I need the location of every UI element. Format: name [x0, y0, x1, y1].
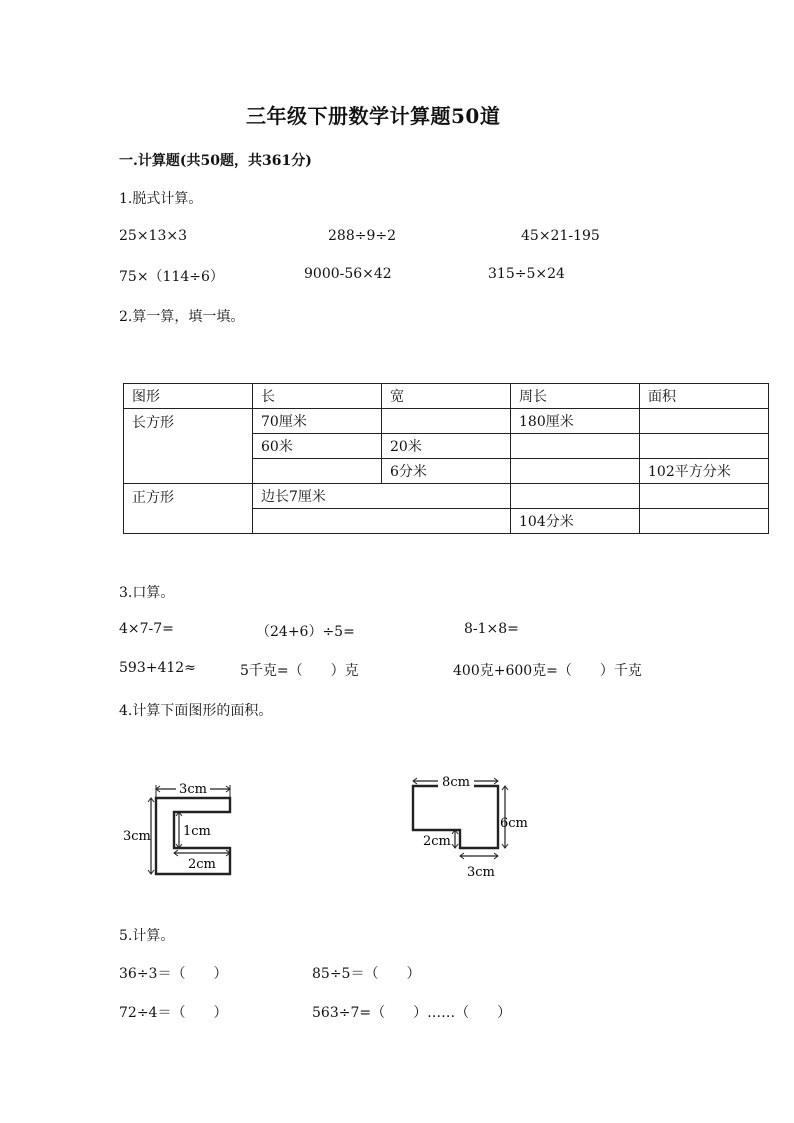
section-heading: 一.计算题(共50题，共361分)	[119, 153, 312, 169]
table-header: 面积	[640, 384, 769, 409]
q3-item: 400克+600克=（ ）千克	[453, 663, 642, 679]
question-1-label: 1.脱式计算。	[119, 191, 203, 207]
table-cell-blank[interactable]	[640, 484, 769, 509]
fig2-right-label: 6cm	[500, 816, 528, 831]
fig2-notch-label: 2cm	[423, 834, 451, 849]
table-cell-blank[interactable]	[511, 434, 640, 459]
fig1-left-label: 3cm	[123, 829, 151, 844]
table-cell: 180厘米	[511, 409, 640, 434]
page-title: 三年级下册数学计算题50道	[246, 104, 501, 128]
table-header-row	[124, 384, 769, 409]
table-row	[124, 484, 769, 509]
q1-item: 9000-56×42	[304, 266, 392, 282]
table-cell-blank[interactable]	[511, 484, 640, 509]
q5-item: 563÷7=（ ）……（ ）	[312, 1005, 512, 1021]
table-cell: 边长7厘米	[253, 484, 511, 509]
table-cell: 104分米	[511, 509, 640, 534]
table-cell-blank[interactable]	[640, 409, 769, 434]
table-cell: 20米	[382, 434, 511, 459]
table-cell-square-label: 正方形	[124, 484, 253, 534]
fig2-bottom-label: 3cm	[467, 865, 495, 880]
table-cell: 6分米	[382, 459, 511, 484]
q1-item: 45×21-195	[521, 228, 600, 244]
table-cell-blank[interactable]	[253, 509, 511, 534]
figure-2-l-shape	[388, 770, 548, 882]
q5-item: 72÷4＝（ ）	[119, 1005, 228, 1021]
table-row	[124, 409, 769, 434]
fig2-top-label: 8cm	[442, 775, 470, 790]
table-header: 长	[253, 384, 382, 409]
question-5-label: 5.计算。	[119, 928, 175, 944]
q1-item: 75×（114÷6）	[119, 269, 224, 285]
table-cell-blank[interactable]	[253, 459, 382, 484]
table-cell-blank[interactable]	[511, 459, 640, 484]
q1-item: 288÷9÷2	[328, 228, 396, 244]
figure-1-c-shape	[118, 776, 248, 886]
fig1-bottom-label: 2cm	[188, 857, 216, 872]
table-cell: 70厘米	[253, 409, 382, 434]
q1-item: 315÷5×24	[488, 266, 565, 282]
question-2-label: 2.算一算，填一填。	[119, 309, 245, 325]
table-header: 图形	[124, 384, 253, 409]
table-cell-blank[interactable]	[640, 509, 769, 534]
table-header: 宽	[382, 384, 511, 409]
question-3-label: 3.口算。	[119, 585, 175, 601]
fig1-top-label: 3cm	[179, 782, 207, 797]
table-cell: 102平方分米	[640, 459, 769, 484]
shape-table	[123, 383, 769, 534]
q5-item: 85÷5＝（ ）	[312, 966, 421, 982]
q3-item: 4×7-7=	[119, 621, 174, 637]
table-cell-blank[interactable]	[382, 409, 511, 434]
q3-item: 5千克=（ ）克	[240, 663, 359, 679]
q5-item: 36÷3＝（ ）	[119, 966, 228, 982]
question-4-label: 4.计算下面图形的面积。	[119, 703, 273, 719]
q3-item: （24+6）÷5=	[256, 624, 355, 640]
table-header: 周长	[511, 384, 640, 409]
fig1-inner-label: 1cm	[183, 824, 211, 839]
q3-item: 593+412≈	[119, 660, 196, 676]
q3-item: 8-1×8=	[464, 621, 519, 637]
q1-item: 25×13×3	[119, 228, 187, 244]
table-cell: 60米	[253, 434, 382, 459]
table-cell-blank[interactable]	[640, 434, 769, 459]
table-cell-rect-label: 长方形	[124, 409, 253, 484]
